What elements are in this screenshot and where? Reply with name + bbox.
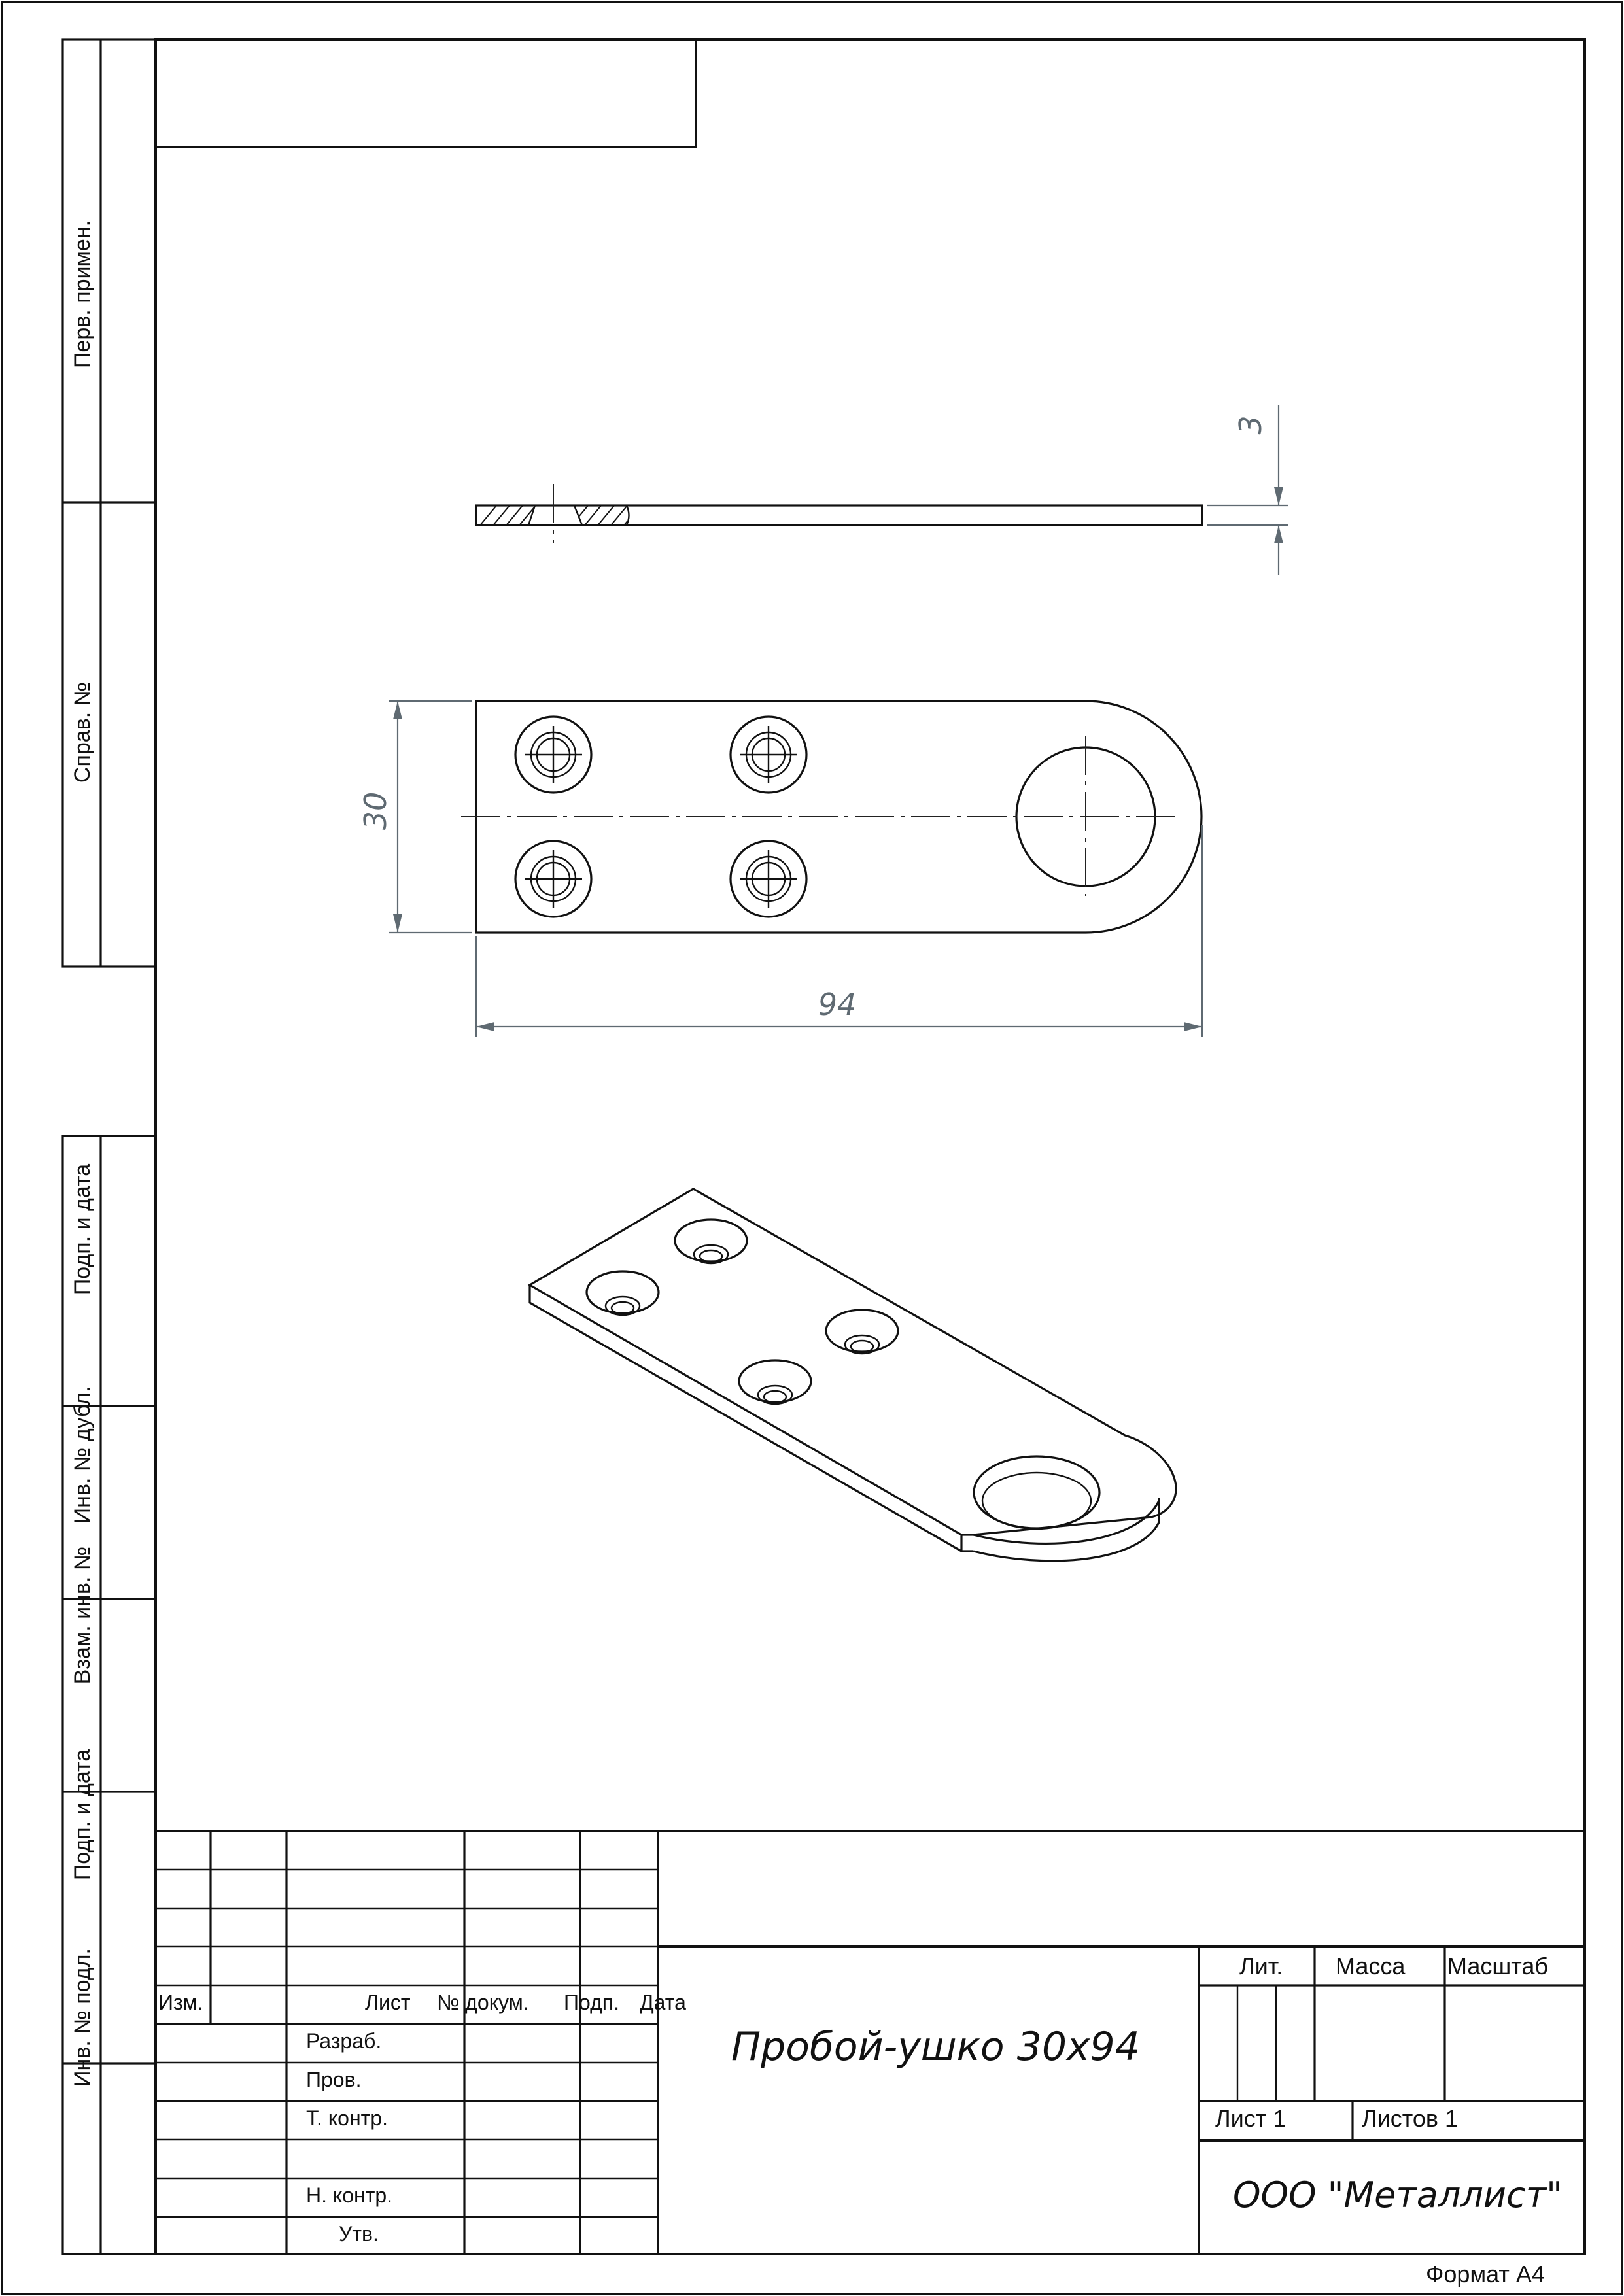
side-view	[471, 484, 1202, 543]
stamp-sprav-no: Справ. №	[70, 681, 95, 783]
col-no-dokum: № докум.	[437, 1991, 529, 2014]
col-izm: Изм.	[158, 1991, 203, 2014]
top-left-box	[156, 39, 696, 147]
iso-hole	[826, 1310, 898, 1354]
role-prov: Пров.	[306, 2068, 362, 2091]
dim-thickness-value: 3	[1233, 415, 1268, 435]
stamp-podp-data-2: Подп. и дата	[70, 1749, 95, 1881]
stamp-perv-primen: Перв. примен.	[70, 220, 95, 369]
stamp-vzam-inv-no: Взам. инв. №	[70, 1546, 95, 1685]
hdr-lit: Лит.	[1239, 1953, 1283, 1979]
isometric-view	[530, 1189, 1176, 1561]
stamp-podp-data-1: Подп. и дата	[70, 1163, 95, 1295]
col-list: Лист	[365, 1991, 411, 2014]
role-t-kontr: Т. контр.	[306, 2106, 388, 2130]
front-view	[461, 701, 1201, 933]
main-frame	[156, 39, 1585, 2254]
countersunk-hole	[515, 717, 591, 793]
col-podp: Подп.	[564, 1991, 619, 2014]
role-razrab: Разраб.	[306, 2029, 382, 2053]
stamp-inv-no-podl: Инв. № подл.	[70, 1948, 95, 2087]
sheet-number: Лист 1	[1215, 2105, 1287, 2132]
hdr-masshtab: Масштаб	[1447, 1953, 1549, 1979]
outer-border	[2, 2, 1622, 2294]
dim-width-value: 30	[358, 791, 393, 831]
company-name: ООО "Металлист"	[1233, 2174, 1563, 2216]
part-name: Пробой-ушко 30х94	[731, 2024, 1140, 2070]
dim-thickness	[1207, 405, 1288, 575]
format-label: Формат А4	[1426, 2261, 1545, 2287]
countersunk-hole	[515, 841, 591, 917]
hdr-massa: Масса	[1336, 1953, 1406, 1979]
iso-hole	[739, 1360, 811, 1404]
left-stamp-upper	[63, 39, 156, 967]
iso-hole	[675, 1220, 747, 1263]
countersunk-hole	[731, 717, 806, 793]
stamp-inv-no-dubl: Инв. № дубл.	[70, 1386, 95, 1524]
role-utv: Утв.	[339, 2222, 379, 2246]
sheets-total: Листов 1	[1362, 2105, 1458, 2132]
section-hatch	[471, 497, 648, 536]
dim-width	[358, 701, 472, 933]
iso-hole	[587, 1271, 659, 1315]
countersunk-hole	[731, 841, 806, 917]
dim-length-value: 94	[818, 987, 857, 1022]
col-data: Дата	[640, 1991, 686, 2014]
role-n-kontr: Н. контр.	[306, 2184, 393, 2207]
